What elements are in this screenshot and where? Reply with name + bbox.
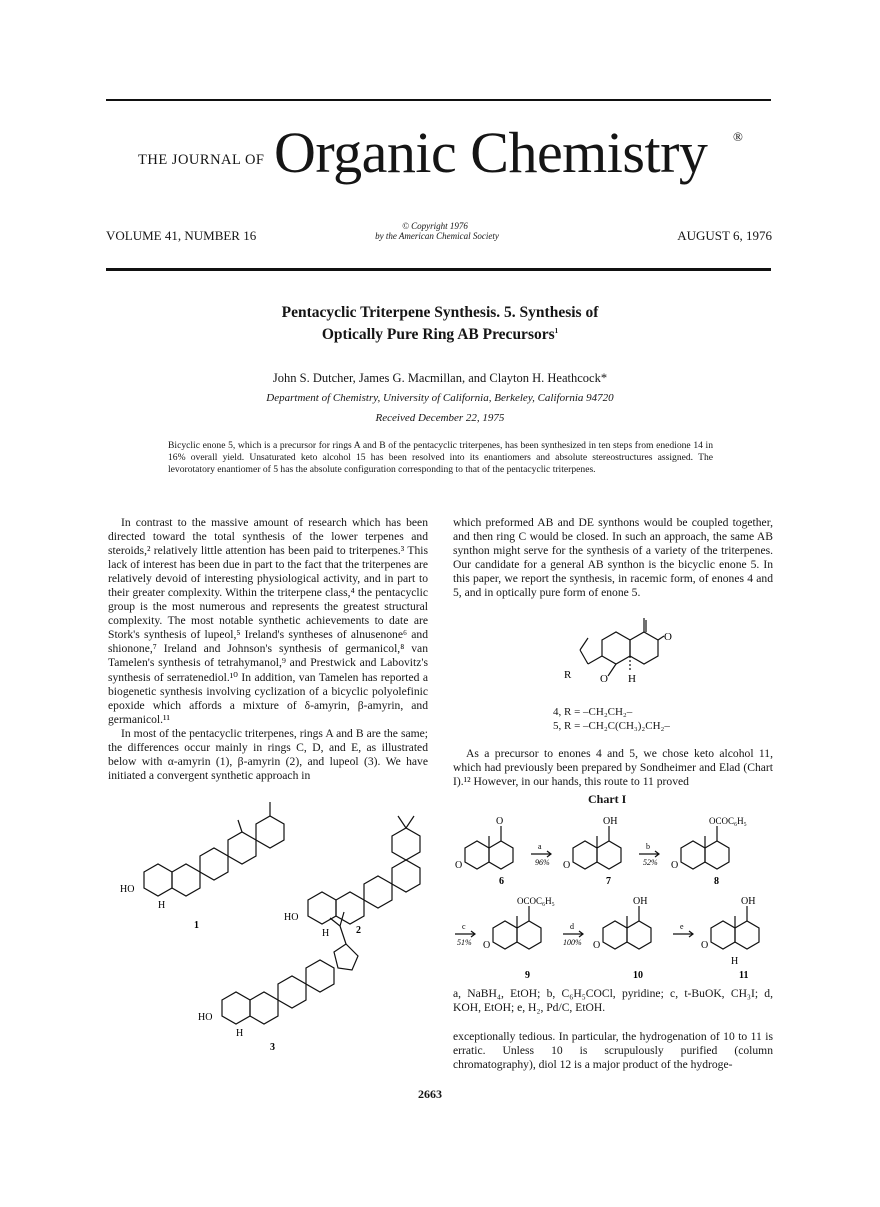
compound-3-h: H bbox=[236, 1028, 244, 1039]
compound-2-ho: HO bbox=[284, 912, 299, 923]
compound-10-enone-o: O bbox=[593, 940, 601, 951]
compound-11-structure bbox=[711, 906, 759, 949]
enone-5-label: 5, R = –CH₂C(CH₃)₂CH₂– bbox=[553, 720, 670, 732]
compound-2-label: 2 bbox=[356, 925, 361, 936]
compound-2-h: H bbox=[322, 928, 330, 939]
arrow-c-yield: 51% bbox=[457, 938, 472, 947]
compound-1-ho: HO bbox=[120, 884, 135, 895]
enone-4-5-structure bbox=[560, 620, 670, 700]
arrow-b-step: b bbox=[646, 842, 650, 851]
compound-10-oh: OH bbox=[633, 896, 648, 907]
compound-11-h: H bbox=[731, 956, 739, 967]
right-paragraph-3: exceptionally tedious. In particular, the hydrogenation of 10 to 11 is erratic. Unless 10 is scrupulously purified (column chromatography), diol 12 is a major product of the hydroge- bbox=[453, 1030, 773, 1072]
affiliation: Department of Chemistry, University of California, Berkeley, California 94720 bbox=[266, 392, 614, 404]
compound-11-oh: OH bbox=[741, 896, 756, 907]
compound-8-structure bbox=[681, 826, 729, 869]
enone-h-atom: H bbox=[628, 673, 636, 685]
article-title-line-1: Pentacyclic Triterpene Synthesis. 5. Synthesis of bbox=[281, 304, 599, 321]
arrow-b-yield: 52% bbox=[643, 858, 658, 867]
authors: John S. Dutcher, James G. Macmillan, and Clayton H. Heathcock* bbox=[272, 371, 608, 385]
compound-7-enone-o: O bbox=[563, 860, 571, 871]
compound-3-label: 3 bbox=[270, 1042, 275, 1053]
chart-i-scheme bbox=[453, 806, 773, 986]
compound-7-oh: OH bbox=[603, 816, 618, 827]
right-paragraph-2: As a precursor to enones 4 and 5, we chose keto alcohol 11, which had previously been prepared by Sondheimer and Elad (Chart I).¹² However, in our hands, this route to 11 proved bbox=[453, 747, 773, 789]
compound-11-label: 11 bbox=[739, 970, 749, 981]
arrow-d-yield: 100% bbox=[563, 938, 582, 947]
compound-9-structure bbox=[493, 906, 541, 949]
arrow-a-yield: 96% bbox=[535, 858, 550, 867]
left-paragraph-2: In most of the pentacyclic triterpenes, rings A and B are the same; the differences occur mainly in rings C, D, and E, as illustrated below with α-amyrin (1), β-amyrin (2), and lupeol (3). We have initiated a convergent synthetic approach in bbox=[108, 726, 428, 782]
left-paragraph-1: In contrast to the massive amount of research which has been directed toward the total synthesis of the lower terpenes and steroids,² relatively little attention has been paid to triterpenes.³ This lack of interest has been due in part to the fact that the triterpenes are relatively devoid of interesting physiological activity, and in part to their greater complexity. Within the triterpene class,⁴ the pentacyclic group is the most numerous and represents the greatest structural complexity. The most notable synthetic achievements to date are Stork's synthesis of lupeol,⁵ Ireland's syntheses of alnusenone⁶ and shionone,⁷ Ireland and Johnson's synthesis of germanicol,⁸ van Tamelen's synthesis of tetrahymanol,⁹ and Prestwick and Labovitz's synthesis of serratenediol.¹⁰ In addition, van Tamelen has reported a biogenetic synthesis involving cyclization of a bicyclic polyolefinic epoxide which affords a mixture of δ-amyrin, β-amyrin, and germanicol.¹¹ bbox=[108, 516, 428, 726]
article-title bbox=[180, 302, 700, 346]
compound-3-ho: HO bbox=[198, 1012, 213, 1023]
compound-6-label: 6 bbox=[499, 876, 504, 887]
arrow-c-step: c bbox=[462, 922, 466, 931]
triterpene-structures bbox=[108, 800, 438, 1055]
right-column-top bbox=[453, 516, 773, 600]
left-column bbox=[108, 516, 428, 783]
chart-title: Chart I bbox=[588, 792, 627, 806]
enone-r-atom: R bbox=[564, 669, 572, 681]
enone-ketone-o: O bbox=[664, 631, 672, 643]
compound-7-structure bbox=[573, 826, 621, 869]
copyright-line-2: by the American Chemical Society bbox=[375, 231, 499, 241]
received-date: Received December 22, 1975 bbox=[375, 412, 505, 424]
masthead-bottom-rule bbox=[106, 268, 771, 271]
journal-title: Organic Chemistry bbox=[274, 120, 708, 185]
compound-6-ketone-o: O bbox=[496, 816, 504, 827]
lupeol-structure bbox=[222, 912, 358, 1024]
compound-8-enone-o: O bbox=[671, 860, 679, 871]
title-ref: 1 bbox=[554, 326, 559, 335]
chart-reagents: a, NaBH₄, EtOH; b, C₆H₅COCl, pyridine; c, t-BuOK, CH₃I; d, KOH, EtOH; e, H₂, Pd/C, EtOH. bbox=[453, 987, 773, 1014]
compound-6-enone-o: O bbox=[455, 860, 463, 871]
arrow-d-step: d bbox=[570, 922, 574, 931]
compound-8-label: 8 bbox=[714, 876, 719, 887]
compound-9-enone-o: O bbox=[483, 940, 491, 951]
alpha-amyrin-structure bbox=[144, 802, 284, 896]
abstract: Bicyclic enone 5, which is a precursor for rings A and B of the pentacyclic triterpenes, has been synthesized in ten steps from enedione 14 in 16% overall yield. Unsaturated keto alcohol 15 has been resolved into its enantiomers and absolute stereostructures assigned. The levorotatory enantiomer of 5 has the absolute configuration corresponding to that of the pentacyclic triterpenes. bbox=[168, 440, 713, 476]
compound-10-label: 10 bbox=[633, 970, 643, 981]
masthead-top-rule bbox=[106, 99, 771, 101]
right-paragraph-1: which preformed AB and DE synthons would be coupled together, and then ring C would be closed. In such an approach, the same AB synthon might serve for the synthesis of a variety of the triterpenes. Our candidate for a general AB synthon is the bicyclic enone 5. In this paper, we report the synthesis, in racemic form, of enones 4 and 5, and in optically pure form of enone 5. bbox=[453, 516, 773, 600]
volume-info: VOLUME 41, NUMBER 16 bbox=[106, 228, 257, 243]
arrow-a-step: a bbox=[538, 842, 542, 851]
compound-6-structure bbox=[465, 826, 513, 869]
registered-mark: ® bbox=[733, 129, 743, 144]
compound-9-obz: OCOC₆H₅ bbox=[517, 896, 555, 906]
journal-prefix: THE JOURNAL OF bbox=[138, 152, 265, 168]
arrow-e-step: e bbox=[680, 922, 684, 931]
beta-amyrin-structure bbox=[308, 816, 420, 924]
right-column-middle bbox=[453, 747, 773, 789]
enone-ether-o: O bbox=[600, 673, 608, 685]
copyright-line-1: © Copyright 1976 bbox=[402, 221, 468, 231]
compound-1-label: 1 bbox=[194, 920, 199, 931]
compound-1-h: H bbox=[158, 900, 166, 911]
compound-8-obz: OCOC₆H₅ bbox=[709, 816, 747, 826]
page-number: 2663 bbox=[418, 1087, 442, 1101]
compound-9-label: 9 bbox=[525, 970, 530, 981]
enone-4-label: 4, R = –CH₂CH₂– bbox=[553, 706, 633, 718]
issue-date: AUGUST 6, 1976 bbox=[677, 228, 772, 243]
compound-11-ketone-o: O bbox=[701, 940, 709, 951]
compound-10-structure bbox=[603, 906, 651, 949]
article-title-line-2: Optically Pure Ring AB Precursors$^1$ bbox=[321, 326, 559, 343]
compound-7-label: 7 bbox=[606, 876, 611, 887]
right-column-bottom bbox=[453, 1030, 773, 1072]
